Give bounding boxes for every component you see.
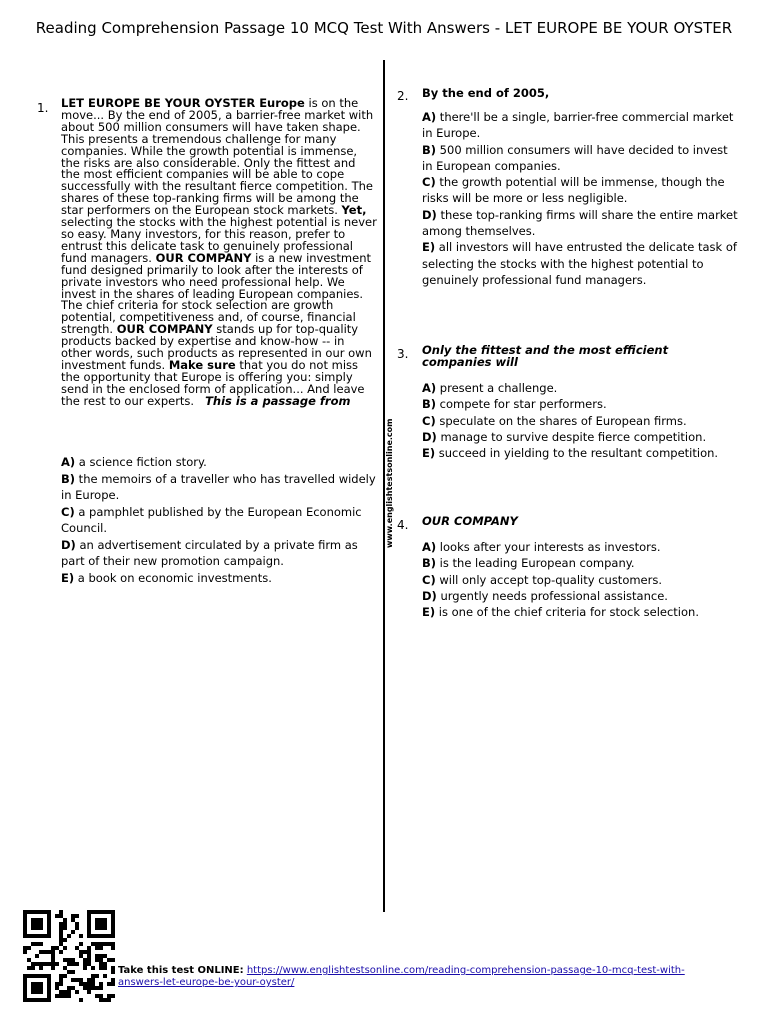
option-a[interactable]: A) there'll be a single, barrier-free commercial market in Europe.	[422, 110, 734, 141]
passage-bold: LET EUROPE BE YOUR OYSTER Europe	[61, 96, 305, 110]
question-3-number: 3.	[397, 347, 409, 361]
question-1-options	[61, 454, 379, 587]
question-2-stem: By the end of 2005,	[422, 86, 550, 100]
option-b[interactable]: B) is the leading European company.	[422, 556, 635, 571]
passage-bold: Yet,	[341, 203, 367, 218]
option-d[interactable]: D) an advertisement circulated by a private firm as part of their new promotion campaign.	[61, 537, 358, 569]
option-e[interactable]: E) all investors will have entrusted the delicate task of selecting the stocks with the highest potential to genuinely professional fund managers.	[422, 240, 737, 287]
option-c[interactable]: C) the growth potential will be immense, though the risks will be more or less negligible.	[422, 175, 725, 206]
page-title: Reading Comprehension Passage 10 MCQ Test With Answers - LET EUROPE BE YOUR OYSTER	[35, 19, 733, 37]
test-online-link[interactable]: https://www.englishtestsonline.com/reading-comprehension-passage-10-mcq-test-with-answers-let-europe-be-your-oyster/	[118, 965, 685, 988]
option-d[interactable]: D) these top-ranking firms will share the entire market among themselves.	[422, 207, 738, 239]
option-e[interactable]: E) is one of the chief criteria for stock selection.	[422, 605, 699, 620]
question-1-passage	[61, 98, 377, 408]
option-e[interactable]: E) a book on economic investments.	[61, 571, 272, 586]
question-2-options	[422, 109, 740, 288]
passage-text: stands up for top-quality products backed by expertise and know-how -- in other words, such products as represented in our own investment funds.	[61, 322, 372, 372]
site-watermark: www.englishtestsonline.com	[385, 418, 394, 548]
passage-text: that you do not miss the opportunity that Europe is offering you: simply send in the enclosed form of application... And leave the rest to our experts.	[61, 357, 365, 408]
passage-text: is a new investment fund designed primarily to look after the interests of private investors who need professional help. We invest in the shares of leading European companies. The chief criteria for stock selection are growth potential, competitiveness and, of course, financial strength.	[61, 250, 372, 337]
question-4-stem: OUR COMPANY	[422, 514, 518, 528]
option-a[interactable]: A) a science fiction story.	[61, 455, 207, 469]
passage-bold: Make sure	[168, 357, 236, 372]
passage-bold: OUR COMPANY	[155, 250, 252, 265]
question-4-number: 4.	[397, 518, 409, 532]
option-b[interactable]: B) compete for star performers.	[422, 397, 607, 412]
option-b[interactable]: B) 500 million consumers will have decided to invest in European companies.	[422, 142, 728, 173]
option-a[interactable]: A) present a challenge.	[422, 381, 558, 395]
question-1-stem: This is a passage from	[205, 393, 351, 408]
question-1-number: 1.	[37, 101, 49, 115]
question-2-number: 2.	[397, 89, 409, 103]
passage-bold: OUR COMPANY	[116, 322, 213, 337]
option-e[interactable]: E) succeed in yielding to the resultant competition.	[422, 446, 719, 461]
footer-label: Take this test ONLINE:	[118, 965, 244, 976]
option-c[interactable]: C) a pamphlet published by the European Economic Council.	[61, 504, 362, 536]
passage-text: selecting the stocks with the highest potential is never so easy. Many investors, for this reason, prefer to entrust this delicate task to genuinely professional fund managers.	[61, 215, 377, 265]
option-c[interactable]: C) speculate on the shares of European firms.	[422, 413, 687, 428]
question-4-options	[422, 539, 740, 620]
passage-text: is on the move... By the end of 2005, a barrier-free market with about 500 million consumers will have taken shape. This presents a tremendous challenge for many companies. While the growth potential is immense, the risks are also considerable. Only the fittest and the most efficient companies will be able to cope successfully with the resultant fierce competition. The shares of these top-ranking firms will be among the star performers on the European stock markets.	[61, 96, 374, 218]
option-d[interactable]: D) manage to survive despite fierce competition.	[422, 429, 707, 444]
qr-code	[23, 910, 115, 1002]
footer	[118, 965, 718, 989]
question-3-options	[422, 380, 740, 461]
option-a[interactable]: A) looks after your interests as investors.	[422, 540, 661, 554]
option-b[interactable]: B) the memoirs of a traveller who has travelled widely in Europe.	[61, 471, 376, 503]
option-d[interactable]: D) urgently needs professional assistance.	[422, 588, 668, 603]
question-3-stem: Only the fittest and the most efficient companies will	[422, 343, 669, 369]
option-c[interactable]: C) will only accept top-quality customers.	[422, 572, 663, 587]
